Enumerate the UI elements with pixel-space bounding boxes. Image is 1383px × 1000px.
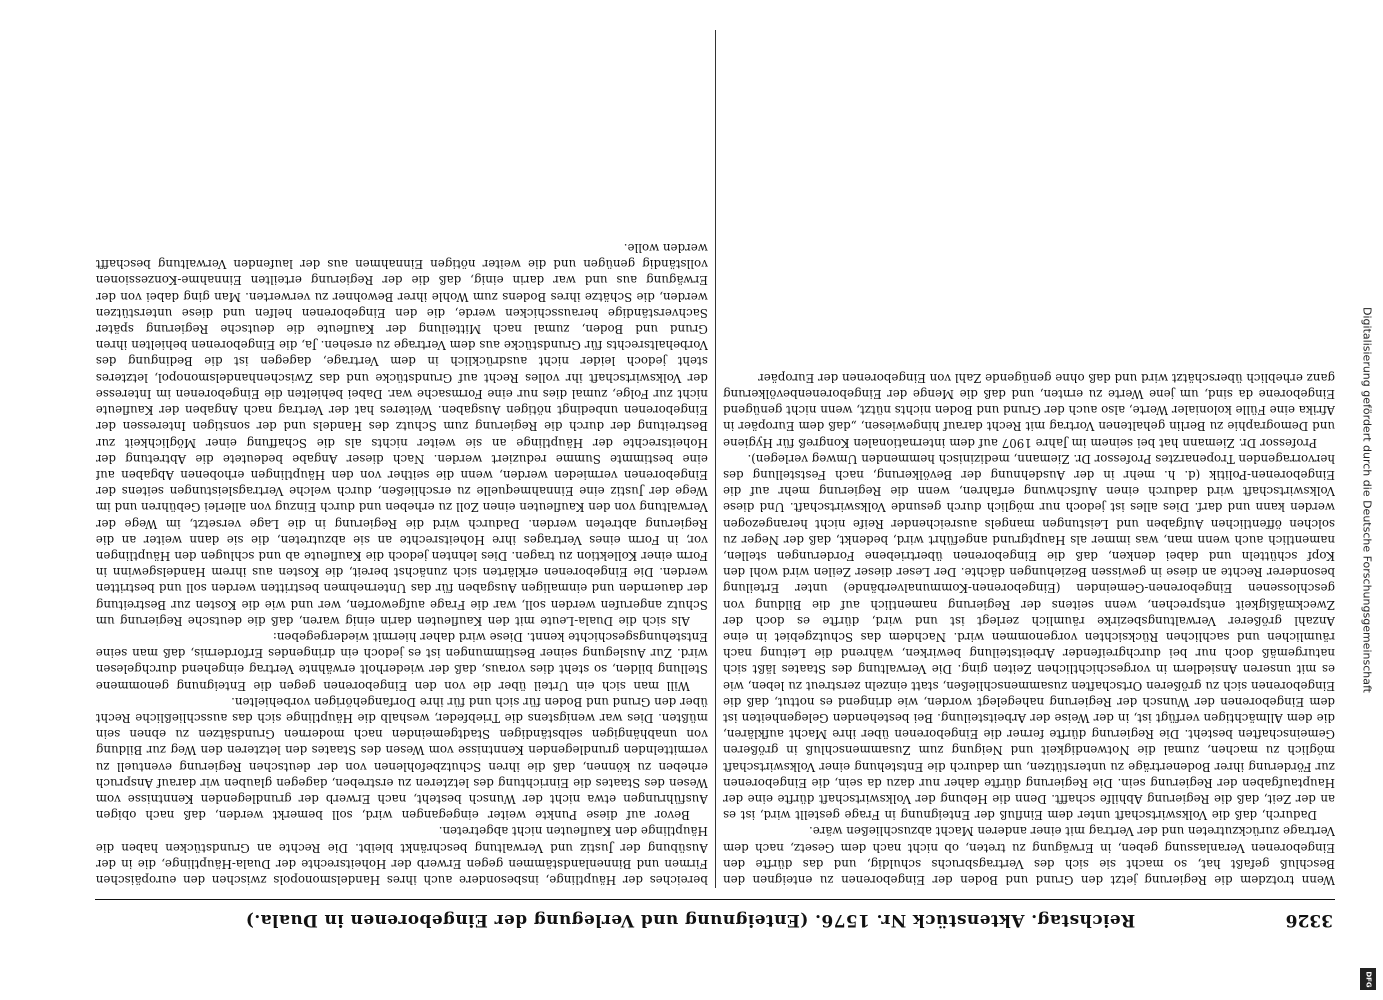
digitization-credit: Digitalisierung gefördert durch die Deutsche Forschungsgemeinschaft (1360, 307, 1374, 693)
column-divider (715, 30, 716, 888)
dfg-logo-icon (1360, 968, 1376, 990)
left-column (716, 30, 1335, 888)
page-header (95, 899, 1335, 940)
paragraph: Will man sich ein Urteil über die von den Eingeborenen gegen die Enteignung genommene Stellung bilden, so steht dies voraus, daß der wiederholt erwähnte Vertrag eingehend durchgelesen wird. Zur Auslegung seiner Bestimmungen ist es jedoch ein dringendes Erfordernis, daß man seine Entstehungsgeschichte kennt. Diese wird daher hiermit wiedergegeben: (95, 629, 708, 693)
paragraph: Wenn trotzdem die Regierung jetzt den Grund und Boden der Eingeborenen zu enteignen den Beschluß gefaßt hat, so macht sie sich des Vertragsbruchs schuldig, und das dürfte den Eingeborenen Veranlassung geben, in Erwägung zu treten, ob nicht nach dem Gesetz, nach dem Vertrage zurückzutreten und der Vertrag mit einer anderen Macht abzuschließen wäre. (723, 824, 1335, 887)
page-number: 3326 (1285, 910, 1333, 930)
text-columns (95, 30, 1335, 888)
dfg-logo-text: DFG (1364, 970, 1373, 988)
paragraph: bereiches der Häuptlinge, insbesondere auch ihres Handelsmonopols zwischen den europäischen Firmen und Binnenlandstämmen gegen Erwerb der Hoheitsrechte der Duala-Häuptlinge, die in der Ausübung der Justiz und Verwaltung beschränkt bleibt. Die Rechte an Grundstücken haben die Häuptlinge den Kaufleuten nicht abgetreten. (95, 824, 708, 887)
page-title: Reichstag. Aktenstück Nr. 1576. (Enteignung und Verlegung der Eingeborenen in Duala.) (245, 910, 1136, 930)
right-column (96, 30, 715, 888)
digitization-footer (1352, 0, 1383, 1000)
scanned-page (95, 30, 1335, 940)
paragraph: Als sich die Duala-Leute mit den Kaufleuten darin einig waren, daß die deutsche Regierung um Schutz angerufen werden soll, war die Frage aufgeworfen, wer und wie die Kosten zur Bestreitung der dauernden und einmaligen Ausgaben für das Unternehmen bestritten werden soll und bestritten werden. Die Eingeborenen erklärten sich zunächst bereit, die Kosten aus ihrem Handelsgewinn in Form einer Kollektion zu tragen. Dies lehnten jedoch die Kaufleute ab und schlugen den Häuptlingen vor, in Form eines Vertrages ihre Hoheitsrechte an sie abzutreten, die sie dann weiter an die Regierung abtreten werden. Dadurch wird die Regierung in die Lage versetzt, im Wege der Verwaltung von den Kaufleuten einen Zoll zu erheben und durch Einzug von allerlei Gebühren und im Wege der Justiz eine Einnahmequelle zu erschließen, durch welche Vertragsleistungen seitens der Eingeborenen vermieden werden, wenn die seither von den Häuptlingen erhobenen Abgaben auf eine bestimmte Summe reduziert werden. Nach dieser Angabe bedeutete die Abtretung der Hoheitsrechte der Häuptlinge an sie weiter nichts als die Schaffung einer Möglichkeit zur Bestreitung der durch die Regierung zum Schutz des Handels und der sonstigen Interessen der Eingeborenen unbedingt nötigen Ausgaben. Weiteres hat der Vertrag nach Angaben der Kaufleute nicht zur Folge, zumal dies nur eine Formsache war. Dabei behielten die Eingeborenen im Interesse der Volkswirtschaft ihr volles Recht auf Grundstücke und das Zwischenhandelsmonopol, letzteres steht jedoch leider nicht ausdrücklich in dem Vertrage, dagegen ist die Bedingung des Vorbehaltsrechts für Grundstücke aus dem Vertrage zu ersehen. Ja, die Eingeborenen behielten ihren Grund und Boden, zumal nach Mitteilung der Kaufleute die deutsche Regierung später Sachverständige herausschicken werde, die den Eingeborenen helfen und diese unterstützen werden, die Schätze ihres Bodens zum Wohle ihrer Bewohner zu verwerten. Man ging dabei von der Erwägung aus und war darin einig, daß die der Regierung erteilten Einnahme-Konzessionen vollständig genügen und die weiter nötigen Einnahmen aus der laufenden Verwaltung beschafft werden wolle. (95, 241, 708, 628)
paragraph: Bevor auf diese Punkte weiter eingegangen wird, soll bemerkt werden, daß nach obigen Ausführungen etwa nicht der Wunsch besteht, nach Erwerb der grundlegenden Kenntnisse vom Wesen des Staates die Einrichtung des letzteren zu erstreben, dagegen glauben wir darauf Anspruch erheben zu können, daß die ihren Schutzbefohlenen von der deutschen Regierung eventuell zu vermittelnden grundlegenden Kenntnisse vom Wesen des Staates den letzteren den Weg zur Bildung von unabhängigen selbständigen Stadtgemeinden nach modernen Grundsätzen zu ebnen sein müßten. Dies war wenigstens die Triebfeder, weshalb die Häuptlinge sich das ausschließliche Recht über den Grund und Boden für sich und für ihre Dorfangehörigen vorbehielten. (95, 694, 708, 823)
paragraph: Dadurch, daß die Volkswirtschaft unter dem Einfluß der Enteignung in Frage gestellt wird, ist es an der Zeit, daß die Regierung Abhilfe schafft. Denn die Hebung der Volkswirtschaft dürfte eine der Hauptaufgaben der Regierung sein. Die Regierung dürfte daher nur dazu da sein, die Eingeborenen zur Förderung ihrer Bodenerträge zu unterstützen, um dadurch die Entstehung einer Volkswirtschaft möglich zu machen, zumal die Notwendigkeit und Neigung zum Zusammenschluß in größeren Gemeinschaften besteht. Die Regierung dürfte ferner die Eingeborenen über ihre Macht aufklären, die dem Allmächtigen verfügt ist, in der Weise der Arbeitsteilung. Bei bestehenden Gelegenheiten ist dem Eingeborenen der Wunsch der Regierung nahegelegt worden, wie dringend es nottut, daß die Eingeborenen sich zu größeren Ortschaften zusammenschließen, statt einzeln zerstreut zu leben, wie es mit unseren Ansiedlern in vorgeschichtlichen Zeiten ging. Die Verwaltung des Staates läßt sich naturgemäß doch nur bei durchgreifender Arbeitsteilung bewirken, während die Leitung nach räumlichen und sachlichen Rücksichten vorgenommen wird. Nachdem das Schutzgebiet in eine Anzahl größerer Verwaltungsbezirke räumlich zerlegt ist und wird, dürfte es doch der Zweckmäßigkeit entsprechen, wenn seitens der Regierung namentlich auf die Bildung von geschlossenen Eingeborenen-Gemeinden (Eingeborenen-Kommunalverbände) unter Erteilung besonderer Rechte an diese in gewissen Beziehungen dächte. Der Leser dieser Zeilen wird wohl den Kopf schütteln und dabei denken, daß die Eingeborenen übertriebene Forderungen stellen, namentlich auch wenn man, was immer als Hauptgrund angeführt wird, bedenkt, daß der Neger zu solchen öffentlichen Aufgaben und Leistungen mangels ausreichender Reife nicht herangezogen werden kann und darf. Dies alles ist jedoch nur möglich durch gesunde Volkswirtschaft. Und diese Volkswirtschaft wird dadurch einen Aufschwung erfahren, wenn die Regierung mehr auf die Eingeborenen-Politik (d. h. mehr in der Ausdehnung der Bevölkerung, nach Feststellung des hervorragenden Tropenarztes Professor Dr. Ziemann, medizinisch hemmenden Umweg verlegen). (723, 451, 1335, 823)
paragraph: Professor Dr. Ziemann hat bei seinem im Jahre 1907 auf dem internationalen Kongreß für Hygiene und Demographie zu Berlin gehaltenen Vortrag mit Recht darauf hingewiesen, „daß dem Europäer in Afrika eine Fülle kolonialer Werte, also auch der Grund und Boden nichts nützt, wenn nicht genügend Eingeborene da sind, um jene Werte zu ernten, und daß die Menge der Eingeborenenbevölkerung ganz erheblich überschätzt wird und daß ohne genügende Zahl von Eingeborenen der Europäer (723, 370, 1335, 450)
